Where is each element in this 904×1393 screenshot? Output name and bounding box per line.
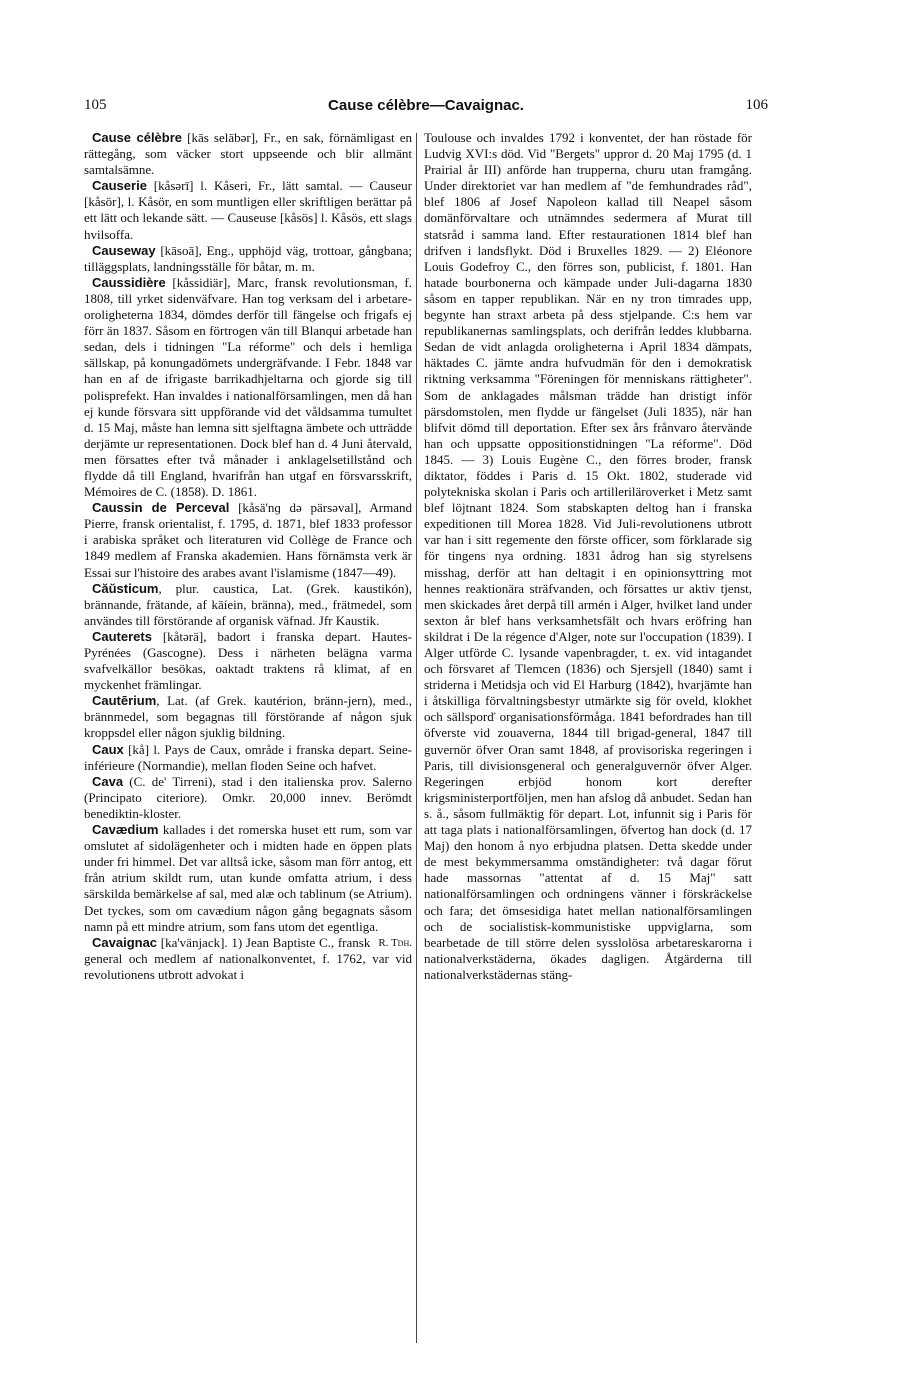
- headword: Cautērium: [92, 693, 157, 709]
- entry-text: [kāsoā], Eng., upphöjd väg, trottoar, gångbana; tilläggsplats, landningsställe för båtar, m. m.: [84, 242, 412, 274]
- entry-causticum: [84, 581, 412, 629]
- page-number-left: 105: [84, 97, 107, 113]
- entry-text: , Lat. (af Grek. kautérion, bränn-jern), med., brännmedel, som begagnas till förstörande af någon sjuk kroppsdel eller någon sjuklig bildning.: [84, 693, 412, 741]
- entry-text: , plur. caustica, Lat. (Grek. kaustikón), brännande, frätande, af kāíein, bränna), med., frätmedel, som användes till förstörande af organisk väfnad. Jfr Kaustik.: [84, 580, 412, 628]
- entry-caux: [84, 742, 412, 774]
- entry-cauterets: [84, 629, 412, 693]
- entry-text: kallades i det romerska huset ett rum, som var omslutet af sidolägenheter och i midten hade en öppen plats under fri himmel. Det var alltså icke, såsom man förr antog, ett från atrium skildt rum, utan kunde omfatta atrium, i dess särskilda bemärkelse af sal, med alæ och tablinum (se Atrium). Det tyckes, som om cavædium någon gång begagnats såsom namn på ett mindre atrium, som fans utom det egentliga.: [84, 822, 412, 934]
- author-signature: R. Tdh.: [378, 936, 412, 949]
- entry-caussin-de-perceval: [84, 500, 412, 580]
- entry-text: [kåsä'nɡ də pärsəval], Armand Pierre, fransk orientalist, f. 1795, d. 1871, blef 1833 professor i arabiska språket och literaturen vid Collège de France och 1849 medlem af Franska akademien. Hans förnämsta verk är Essai sur l'histoire des arabes avant l'islamisme (1847—49).: [84, 500, 412, 580]
- entry-cavaignac: [84, 935, 412, 983]
- entry-text: [kåtərä], badort i franska depart. Hautes-Pyrénées (Gascogne). Dess i närheten belägna varma svafvelkällor besökas, oaktadt traktens rå klimat, af en myckenhet främlingar.: [84, 628, 412, 693]
- headword: Cauterets: [92, 628, 152, 644]
- entry-causerie: [84, 178, 412, 242]
- headword: Caux: [92, 741, 124, 757]
- right-column: [424, 130, 752, 983]
- page-header: [84, 97, 768, 119]
- headword: Cavædium: [92, 822, 159, 838]
- headword: Cava: [92, 773, 124, 789]
- entry-cava: [84, 774, 412, 822]
- entry-text: [kåsərī] l. Kåseri, Fr., lätt samtal. — Causeur [kåsör], l. Kåsör, en som muntligen eller skriftligen berättar på ett lätt och lekande sätt. — Causeuse [kåsös] l. Kåsös, ett slags hvilsoffa.: [84, 178, 412, 242]
- entry-text: [ka'vänjack]. 1) Jean Baptiste C., fransk general och medlem af nationalkonventet, f. 1762, var vid revolutionens utbrott advokat i: [84, 934, 412, 982]
- entry-text: [kåssidiär], Marc, fransk revolutionsman, f. 1808, till yrket sidenväfvare. Han tog verksam del i arbetare-oroligheterna 1834, dömdes derför till fängelse och frigafs ej förr än 1837. Såsom en förtrogen vän till Blanqui arbetade han sedan, dels i tidningen "La réforme" och dels i hemliga sällskap, på konungadömets undergräfvande. I Febr. 1848 var han en af de ifrigaste barrikadhjeltarna och gjorde sig till polisprefekt. Han invaldes i nationalförsamlingen, men då han ej kunde försvara sitt uppförande vid det våldsamma tumultet d. 15 Maj, måste han lemna sitt sjelftagna ämbete och utträdde derjämte ur representationen. Dock blef han d. 4 Juni återvald, men försattes efter två månader i anklagelsetillstånd och flydde då till England, hvarifrån han utgaf en försvarsskrift, Mémoires de C. (1858). D. 1861.: [84, 274, 412, 500]
- headword: Căŭsticum: [92, 580, 159, 596]
- headword: Cause célèbre: [92, 130, 183, 145]
- left-column: [84, 130, 412, 983]
- entry-causeway: [84, 243, 412, 275]
- entry-text: (C. de' Tirreni), stad i den italienska prov. Salerno (Principato citeriore). Omkr. 20,000 innev. Berömdt benediktin-kloster.: [84, 773, 412, 821]
- column-divider: [416, 133, 417, 1343]
- running-title: Cause célèbre—Cavaignac.: [328, 97, 524, 114]
- headword: Caussidière: [92, 274, 166, 290]
- entry-cause-celebre: [84, 130, 412, 178]
- cavaignac-continuation: Toulouse och invaldes 1792 i konventet, der han röstade för Ludvig XVI:s död. Vid "Bergets" uppror d. 20 Maj 1795 (d. 1 Prairial år III) anförde han trupperna, churu utan framgång. Under direktoriet var han medlem af "de femhundrades råd", blef 1806 af Josef Napoleon kallad till Neapel såsom domänförvaltare och utnämndes sedermera af Murat till statsråd i samma land. Efter restaurationen 1814 blef han drifven i landsflykt. Död i Bruxelles 1829. — 2) Eléonore Louis Godefroy C., den förres son, publicist, f. 1801. Han hatade bourbonerna och kämpade under Juli-dagarna 1830 såsom en tapper republikan. När en ny tron timrades upp, begynte han straxt arbeta på dess stjelpande. C:s hem var republikanernas samlingsplats, och derifrån leddes klubbarna. Sedan de vidt anlagda oroligheterna i April 1834 dämpats, häktades C. jämte andra hufvudmän för den i demokratisk riktning verksamma "Föreningen för menniskans rättigheter". Som de anklagades målsman trädde han dristigt inför pärsdomstolen, men flydde ur fängelset (Juli 1835), när han blifvit dömd till deportation. Efter sex års frånvaro återvände han och uppsatte oppositionstidningen "La réforme". Död 1845. — 3) Louis Eugène C., den förres broder, fransk diktator, föddes i Paris d. 15 Okt. 1802, studerade vid polytekniska skolan i Paris och artilleriläroverket i Metz samt blef löjtnant 1824. Som stabskapten deltog han i franska expeditionen till Morea 1828. Vid Juli-revolutionens utbrott var han i sitt regemente den förste officer, som förklarade sig för tingens nya ordning. 1831 ådrog han sig styrelsens misshag, derför att han deltagit i en opinionsyttring mot hennes reaktionära sträfvanden, och försattes ur aktiv tjenst, men skickades året derpå till armén i Alger, hvilket land under sexton år blef hans verksamhetsfält och hvars eröfring han skildrat i De la régence d'Alger, note sur l'occupation (1839). I Alger utförde C. lysande vapenbragder, t. ex. vid intagandet och försvaret af Tlemcen (1836) och Sjersjell (1840) samt i striderna i Metidsja och vid El Harburg (1842), hvarjämte han i åtskilliga förvaltningsbestyr utmärkte sig för oveld, klokhet och sällsporď organisationsförmåga. 1841 befordrades han till öfverste vid zouaverna, 1844 till brigad-general, 1847 till guvernör öfver Oran samt 1848, af provisoriska regeringen i Paris, till divisionsgeneral och generalguvernör öfver Alger. Regeringen erbjöd honom kort derefter krigsministerportföljen, men han afslog då anbudet. Sedan han s. å., såsom fullmäktig för depart. Lot, infunnit sig i Paris för att taga plats i nationalförsamlingen, öfvertog han dock (d. 17 Maj) den honom å nyo erbjudna platsen. Detta skedde under de mest bekymmersamma omständigheter: två dagar förut hade massornas "attentat af d. 15 Maj" satt nationalförsamlingen och ordningens vänner i förskräckelse och fara; det ömsesidiga hatet mellan nationalförsamlingen och de socialistisk-kommunistiske uppviglarna, som bearbetade de till större delen sysslolösa arbetareskarorna i nationalverkstäderna, ökades dagligen. Åtgärderna till nationalverkstädernas stäng-: [424, 130, 752, 982]
- entry-caussidiere: [84, 275, 412, 500]
- headword: Cavaignac: [92, 934, 158, 950]
- headword: Causerie: [92, 178, 147, 194]
- headword: Causeway: [92, 242, 156, 258]
- headword: Caussin de Perceval: [92, 500, 230, 516]
- entry-text: [kå] l. Pays de Caux, område i franska depart. Seine-inférieure (Normandie), mellan floden Seine och hafvet.: [84, 741, 412, 773]
- entry-text: [kās selābər], Fr., en sak, förnämligast en rättegång, som väcker stort uppseende och blir allmänt samtalsämne.: [84, 130, 412, 178]
- page-number-right: 106: [745, 97, 768, 113]
- entry-cauterium: [84, 693, 412, 741]
